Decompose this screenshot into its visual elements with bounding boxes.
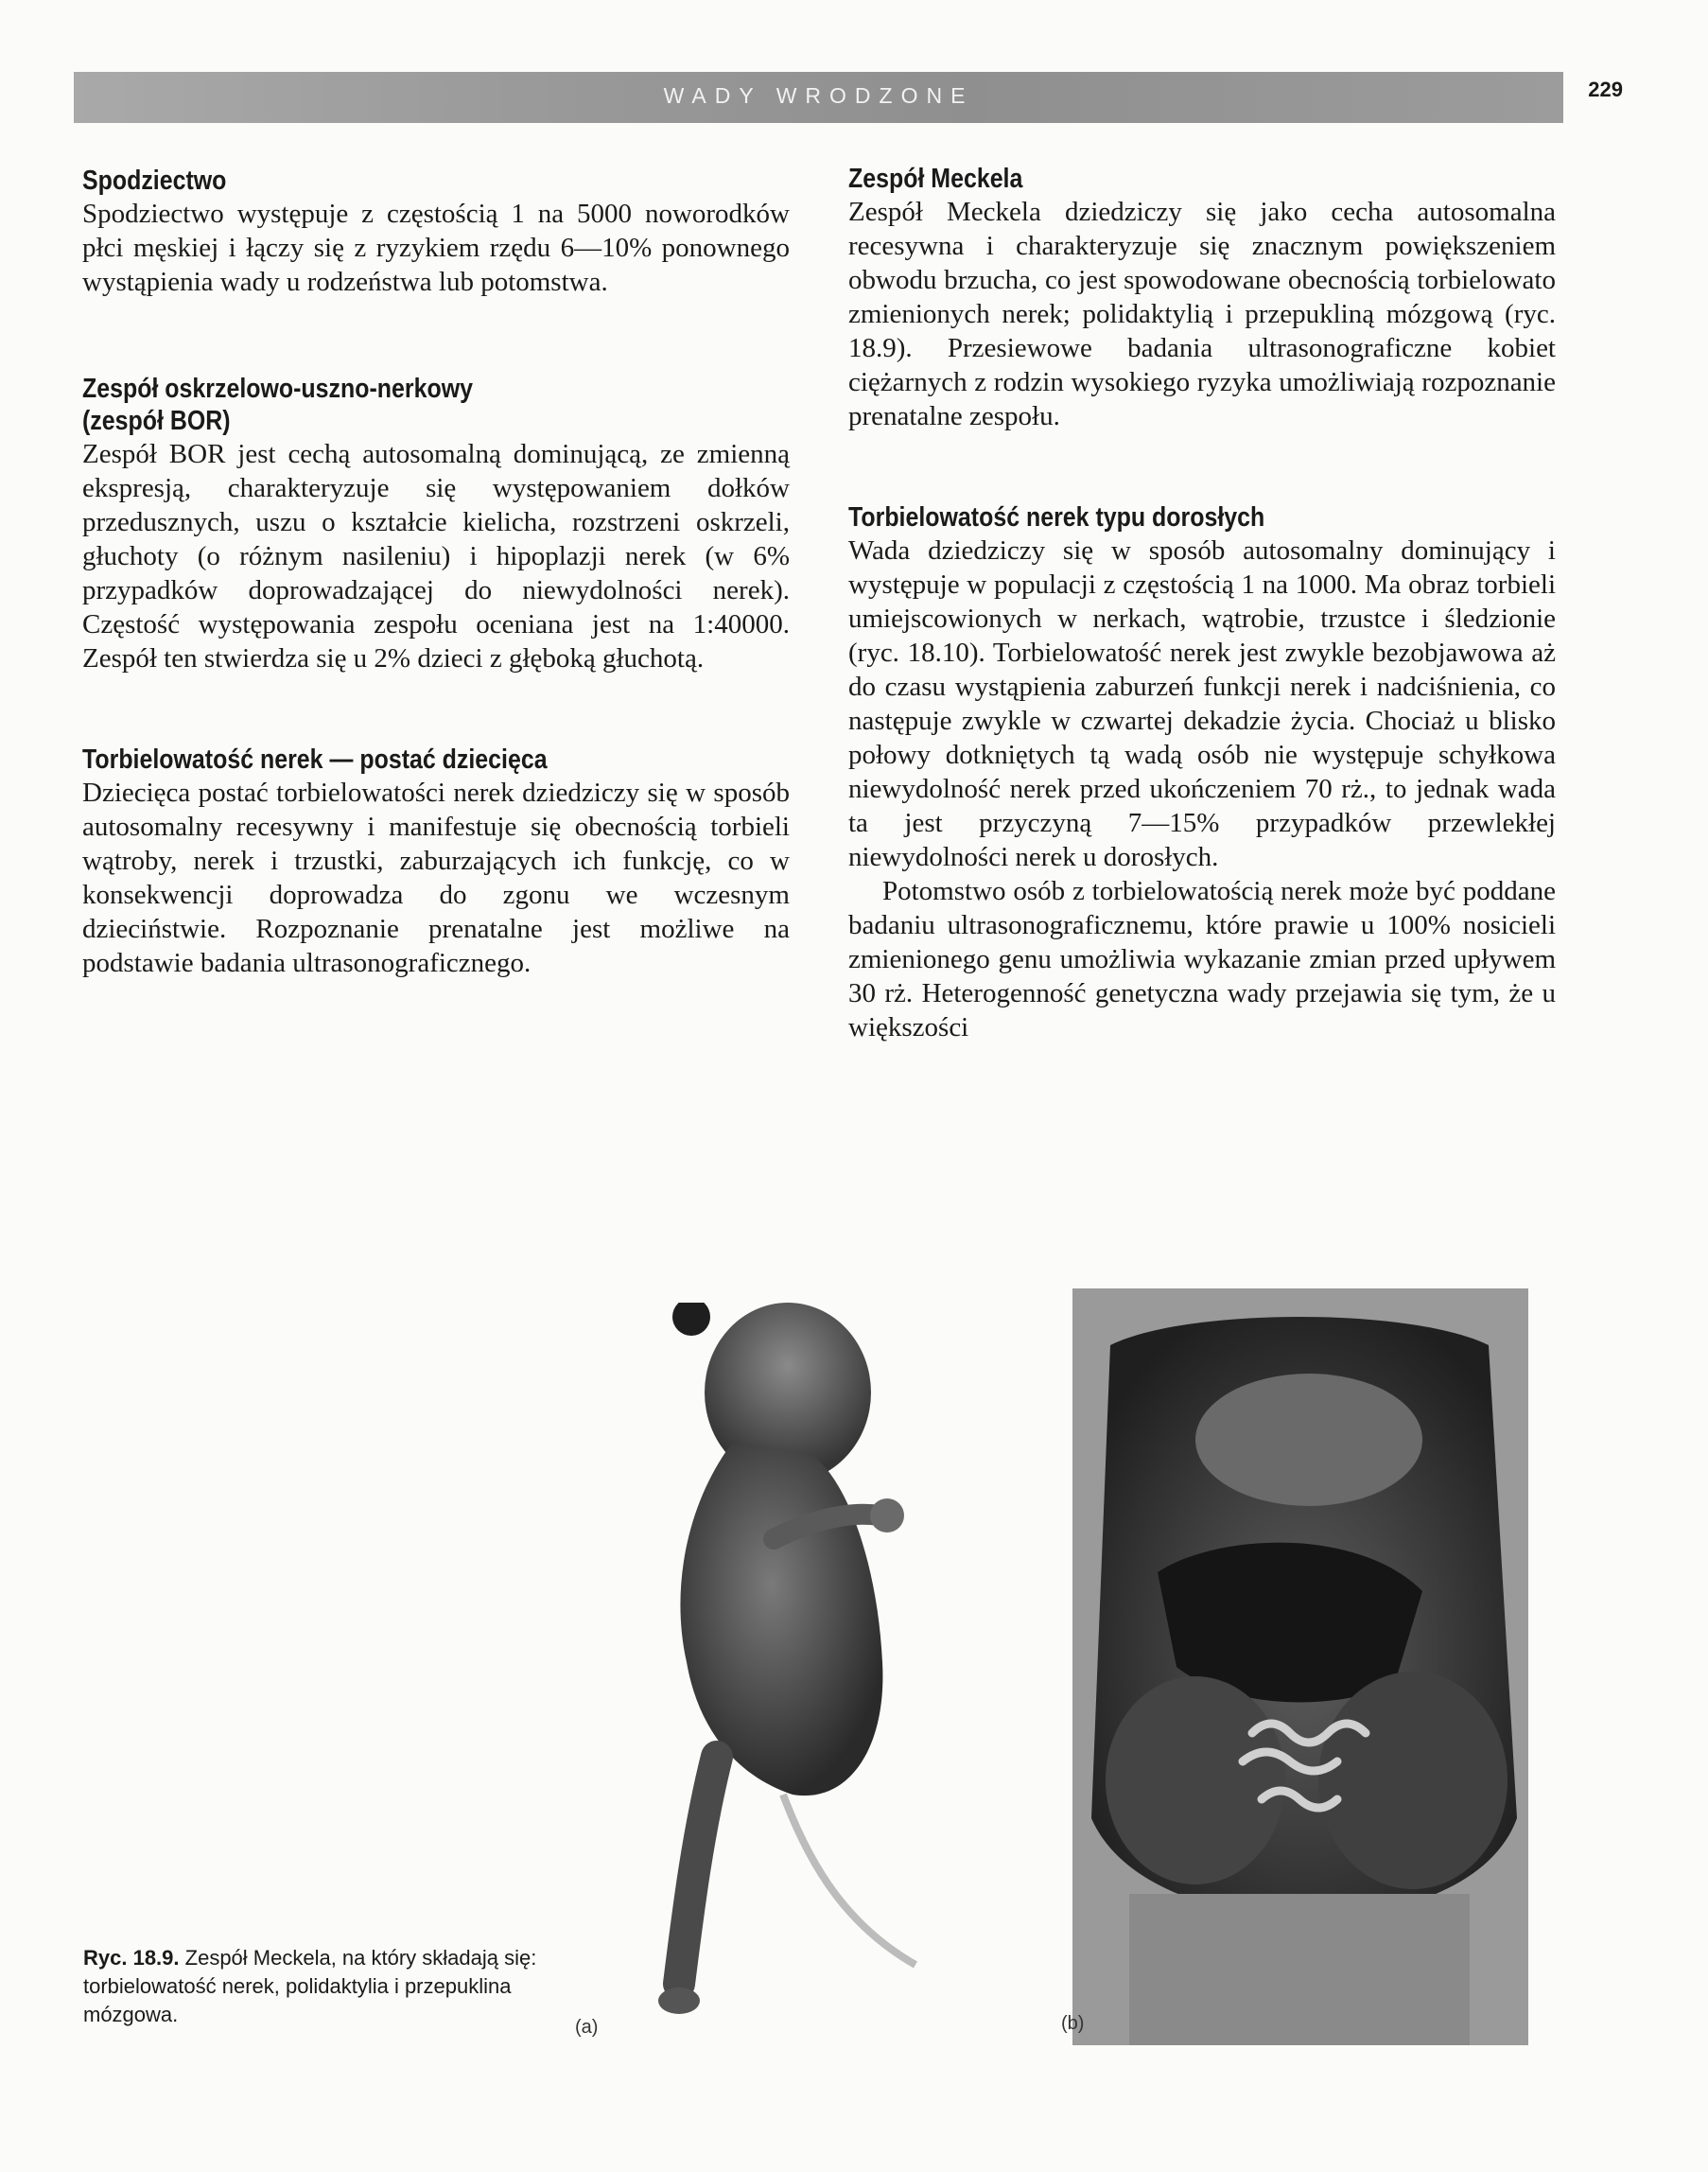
section-paragraph: Zespół Meckela dziedziczy się jako cecha autosomalna recesywna i charakteryzuje się znacznym powiększeniem obwodu brzucha, co jest spowodowane obecnością torbielowato zmienionych nerek; polidaktylią i przepukliną mózgową (ryc. 18.9). Przesiewowe badania ultrasonograficzne kobiet ciężarnych z rodzin wysokiego ryzyka umożliwiają rozpoznanie prenatalne zespołu.: [848, 197, 1556, 431]
panel-label-b: (b): [1061, 2013, 1085, 2034]
running-header-title: WADY WRODZONE: [663, 83, 974, 108]
right-column: [848, 163, 1556, 1044]
panel-label-a: (a): [575, 2017, 599, 2038]
section-paragraph: Wada dziedziczy się w sposób autosomalny dominujący i występuje w populacji z częstością 1 na 1000. Ma obraz torbieli umiejscowionych w nerkach, wątrobie, trzustce i śledzionie (ryc. 18.10). Torbielowatość nerek jest zwykle bezobjawowa aż do czasu wystąpienia zaburzeń funkcji nerek i nadciśnienia, co następuje zwykle w czwartej dekadzie życia. Chociaż u blisko połowy dotkniętych tą wadą osób nie występuje schyłkowa niewydolność nerek przed ukończeniem 70 rż., to jednak wada ta jest przyczyną 7—15% przypadków przewlekłej niewydolności nerek u dorosłych.: [848, 535, 1556, 872]
left-column: [82, 165, 790, 980]
section-paragraph: Zespół BOR jest cechą autosomalną dominującą, ze zmienną ekspresją, charakteryzuje się występowaniem dołków przedusznych, uszu o kształcie kielicha, rozstrzeni oskrzeli, głuchoty (o różnym nasileniu) i hipoplazji nerek (w 6% przypadków doprowadzającej do niewydolności nerek). Częstość występowania zespołu oceniana jest na 1:40000. Zespół ten stwierdza się u 2% dzieci z głęboką głuchotą.: [82, 439, 790, 674]
figure-caption-text: Zespół Meckela, na który składają się: torbielowatość nerek, polidaktylia i przepuklina mózgowa.: [83, 1946, 537, 2026]
section-heading-torbielowatosc-dziecieca: Torbielowatość nerek — postać dziecięca: [82, 744, 548, 775]
figure-photo-a: [632, 1303, 1008, 2045]
figure-photo-b: [1072, 1288, 1528, 2045]
section-heading-bor-line2: (zespół BOR): [82, 406, 231, 436]
section-spacer: [82, 299, 790, 373]
page-number: 229: [1588, 78, 1623, 101]
section-spacer: [848, 433, 1556, 501]
section-heading-spodziectwo: Spodziectwo: [82, 166, 227, 196]
section-paragraph: Spodziectwo występuje z częstością 1 na 5000 noworodków płci męskiej i łączy się z ryzykiem rzędu 6—10% ponownego wystąpienia wady u rodzeństwa lub potomstwa.: [82, 199, 790, 297]
section-paragraph: Dziecięca postać torbielowatości nerek dziedziczy się w sposób autosomalny recesywny i manifestuje się obecnością torbieli wątroby, nerek i trzustki, zaburzających ich funkcję, co w konsekwencji doprowadza do zgonu we wczesnym dzieciństwie. Rozpoznanie prenatalne jest możliwe na podstawie badania ultrasonograficznego.: [82, 778, 790, 978]
section-heading-meckel: Zespół Meckela: [848, 164, 1023, 194]
running-header-band: [74, 72, 1563, 123]
section-paragraph: Potomstwo osób z torbielowatością nerek może być poddane badaniu ultrasonograficznemu, które prawie u 100% nosicieli zmienionego genu umożliwia wykazanie zmian przed upływem 30 rż. Heterogenność genetyczna wady przejawia się tym, że u większości: [848, 876, 1556, 1042]
figure-caption: [83, 1944, 547, 2029]
section-spacer: [82, 675, 790, 744]
section-heading-bor: Zespół oskrzelowo-uszno-nerkowy: [82, 374, 473, 404]
section-heading-torbielowatosc-dorosli: Torbielowatość nerek typu dorosłych: [848, 502, 1265, 533]
figure-caption-label: Ryc. 18.9.: [83, 1946, 180, 1970]
